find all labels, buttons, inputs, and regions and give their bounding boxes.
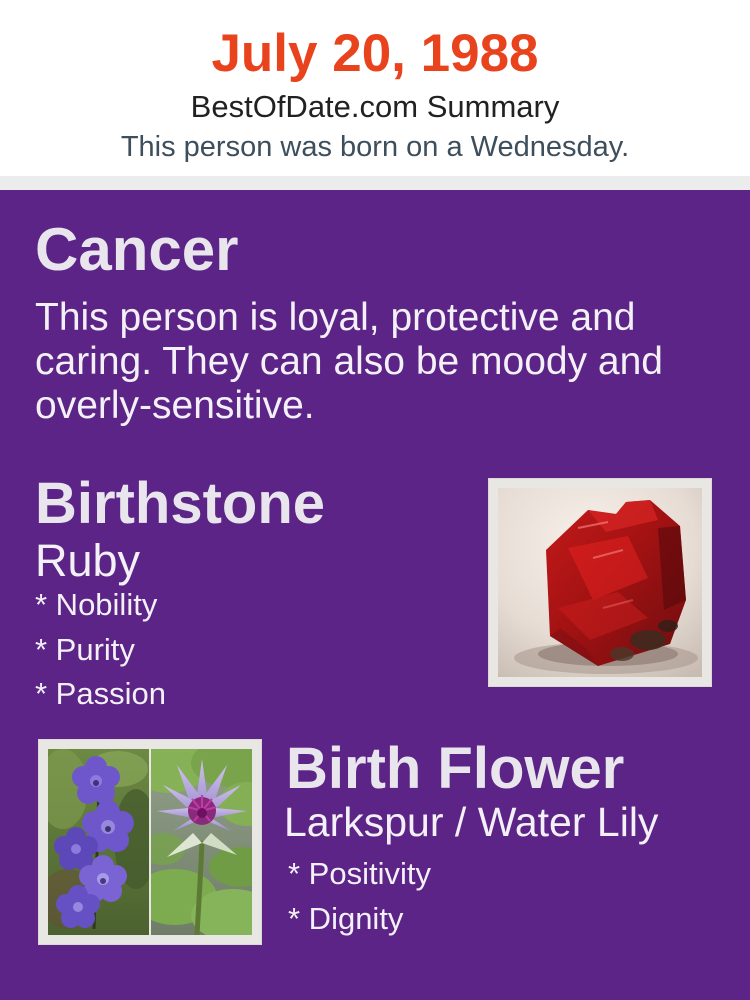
header-section — [0, 0, 750, 176]
page-title-date: July 20, 1988 — [211, 24, 539, 83]
birthstone-trait: * Passion — [35, 676, 166, 711]
birthstone-name: Ruby — [35, 535, 141, 586]
zodiac-sign-heading: Cancer — [35, 216, 239, 283]
birth-flower-trait: * Dignity — [288, 901, 404, 936]
birth-flower-heading: Birth Flower — [286, 736, 625, 801]
birth-flower-trait: * Positivity — [288, 856, 431, 891]
born-on-weekday-text: This person was born on a Wednesday. — [120, 131, 630, 164]
summary-body — [0, 190, 750, 1000]
birth-flower-image — [38, 739, 262, 945]
larkspur-illustration — [48, 749, 149, 935]
site-summary-label: BestOfDate.com Summary — [190, 88, 560, 124]
ruby-image — [488, 478, 712, 687]
zodiac-description: This person is loyal, protective and caring. They can also be moody and overly-sensitive. — [35, 296, 663, 428]
birthstone-trait: * Nobility — [35, 587, 158, 622]
water-lily-illustration — [151, 749, 252, 935]
header-divider — [0, 176, 750, 190]
birthstone-heading: Birthstone — [35, 471, 325, 536]
birth-flower-name: Larkspur / Water Lily — [284, 799, 659, 845]
ruby-gemstone-illustration — [498, 488, 702, 677]
birthstone-trait: * Purity — [35, 632, 135, 667]
